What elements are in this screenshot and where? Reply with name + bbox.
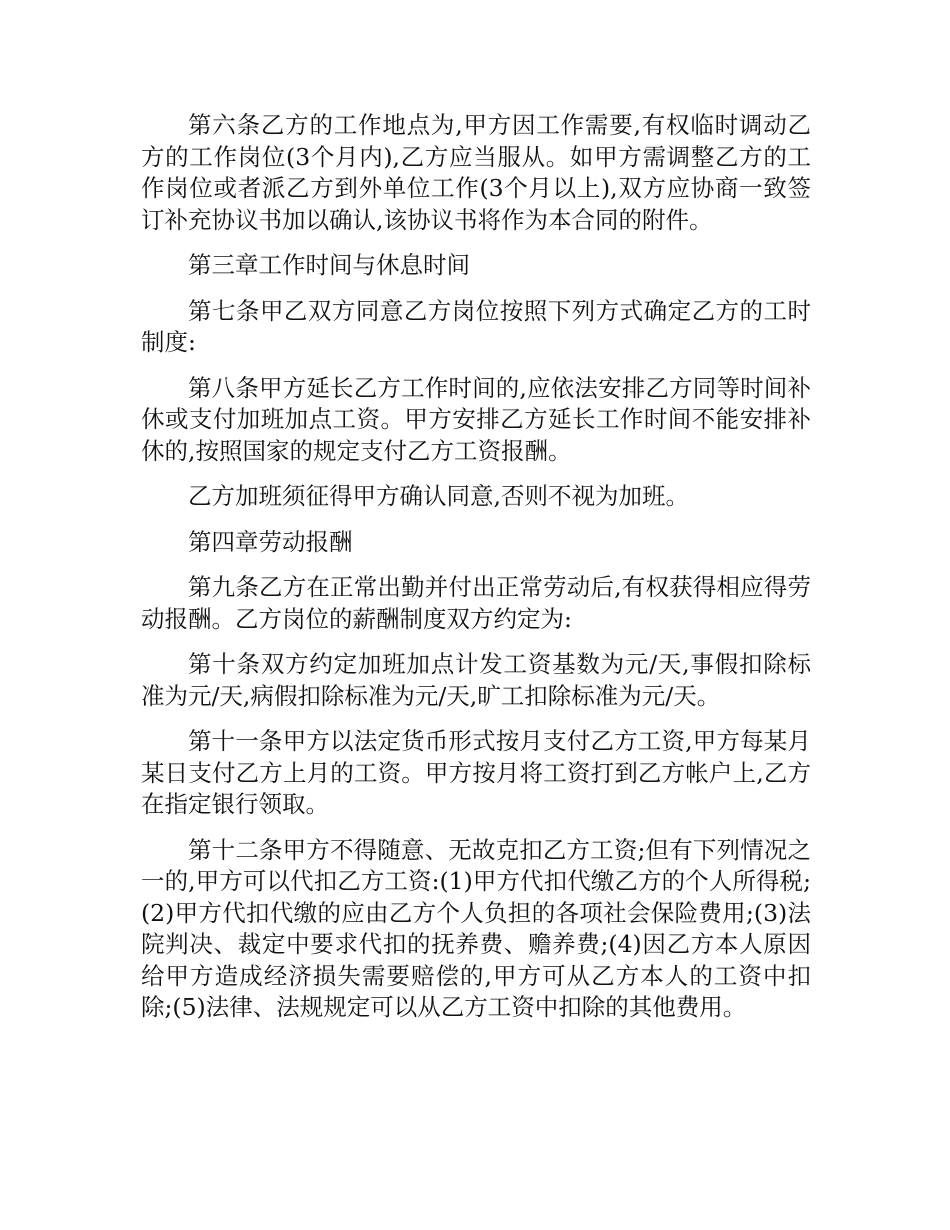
article-6-paragraph: 第六条乙方的工作地点为,甲方因工作需要,有权临时调动乙方的工作岗位(3个月内),乙方应当服从。如甲方需调整乙方的工作岗位或者派乙方到外单位工作(3个月以上),双方应协商一致签订补充协议书加以确认,该协议书将作为本合同的附件。 bbox=[141, 111, 811, 234]
article-10-paragraph: 第十条双方约定加班加点计发工资基数为元/天,事假扣除标准为元/天,病假扣除标准为元/天,旷工扣除标准为元/天。 bbox=[141, 650, 811, 710]
article-9-paragraph: 第九条乙方在正常出勤并付出正常劳动后,有权获得相应得劳动报酬。乙方岗位的薪酬制度双方约定为: bbox=[141, 573, 811, 633]
overtime-confirmation-paragraph: 乙方加班须征得甲方确认同意,否则不视为加班。 bbox=[188, 482, 689, 510]
article-7-paragraph: 第七条甲乙双方同意乙方岗位按照下列方式确定乙方的工时制度: bbox=[141, 296, 811, 356]
document-body bbox=[141, 110, 811, 1038]
article-8-paragraph: 第八条甲方延长乙方工作时间的,应依法安排乙方同等时间补休或支付加班加点工资。甲方安排乙方延长工作时间不能安排补休的,按照国家的规定支付乙方工资报酬。 bbox=[141, 373, 811, 465]
chapter-4-heading: 第四章劳动报酬 bbox=[188, 527, 353, 556]
chapter-3-heading: 第三章工作时间与休息时间 bbox=[188, 251, 470, 279]
article-11-paragraph: 第十一条甲方以法定货币形式按月支付乙方工资,甲方每某月某日支付乙方上月的工资。甲方按月将工资打到乙方帐户上,乙方在指定银行领取。 bbox=[141, 727, 811, 818]
article-12-paragraph: 第十二条甲方不得随意、无故克扣乙方工资;但有下列情况之一的,甲方可以代扣乙方工资:(1)甲方代扣代缴乙方的个人所得税;(2)甲方代扣代缴的应由乙方个人负担的各项社会保险费用;(3)法院判决、裁定中要求代扣的抚养费、赡养费;(4)因乙方本人原因给甲方造成经济损失需要赔偿的,甲方可从乙方本人的工资中扣除;(5)法律、法规规定可以从乙方工资中扣除的其他费用。 bbox=[141, 835, 811, 1021]
